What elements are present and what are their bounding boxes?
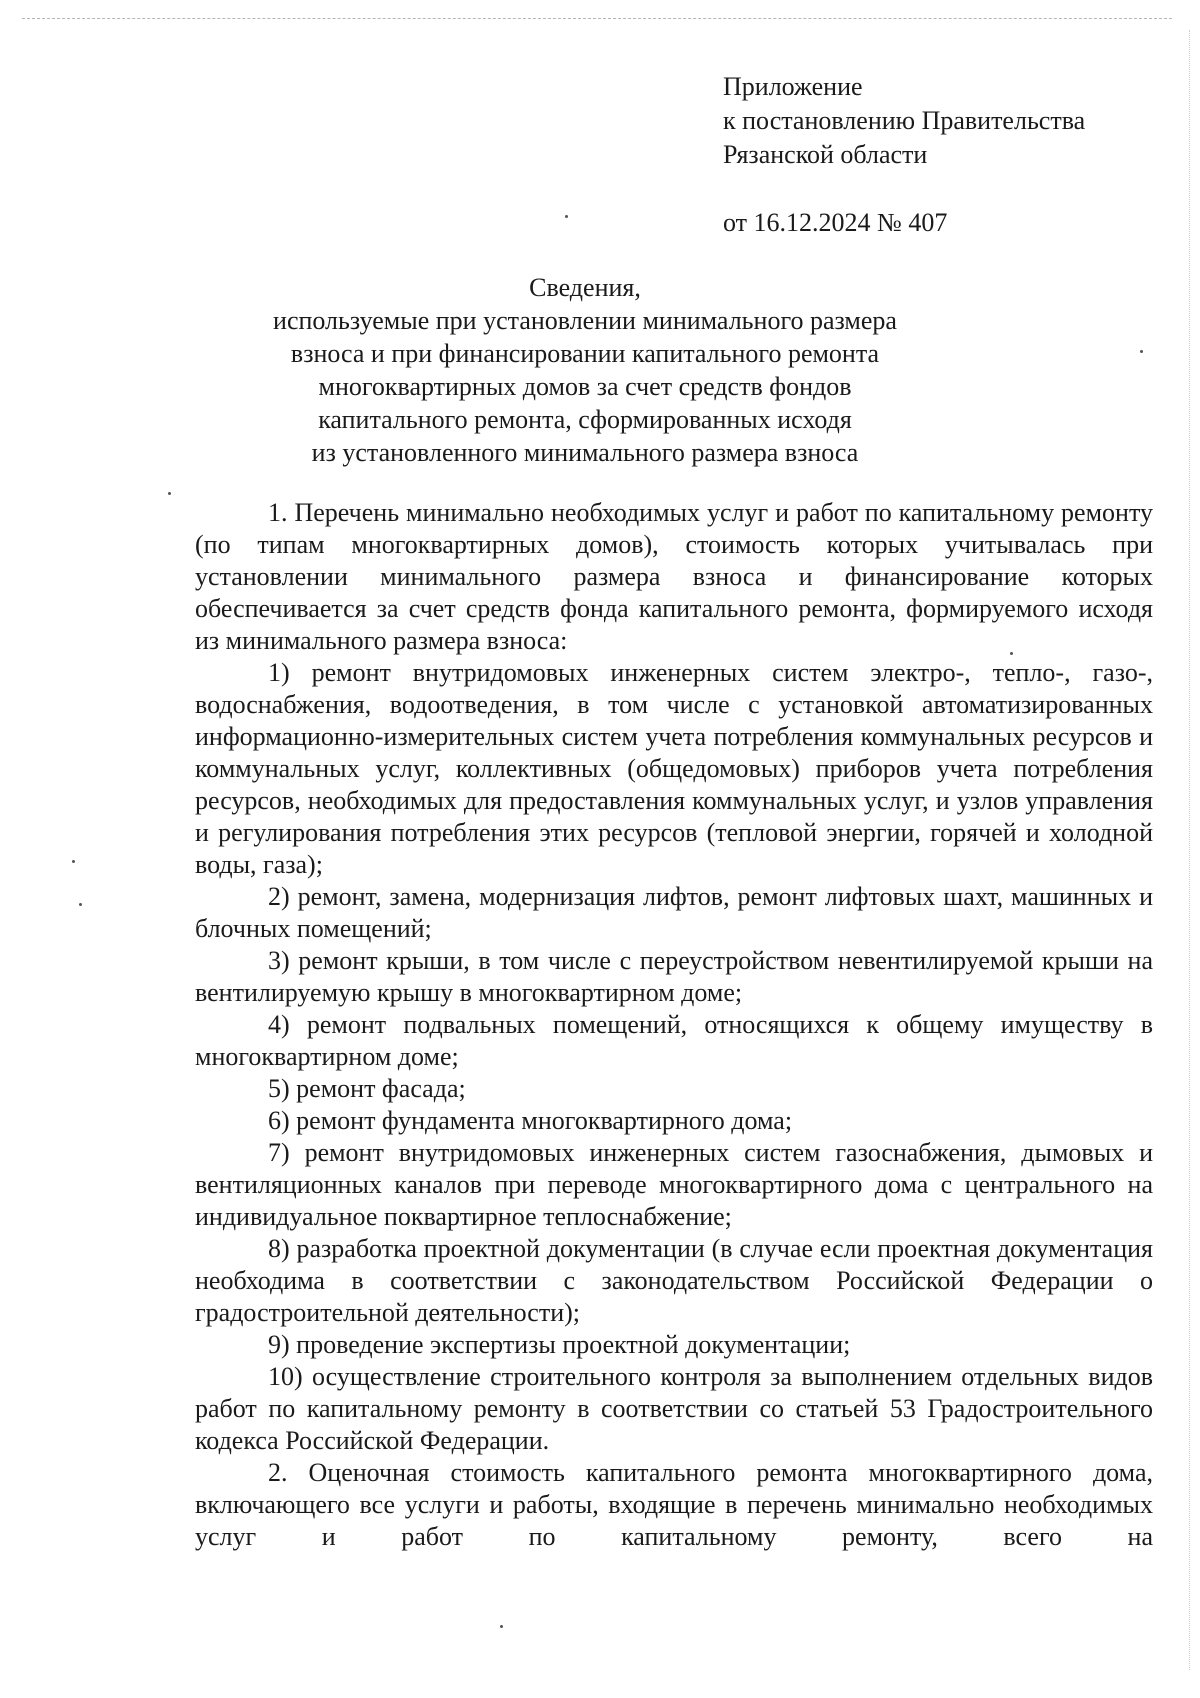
heading-line: многоквартирных домов за счет средств фондов — [318, 372, 852, 401]
scan-speck — [168, 492, 171, 495]
list-item: 7) ремонт внутридомовых инженерных систем газоснабжения, дымовых и вентиляционных каналов при переводе многоквартирного дома с центрального на индивидуальное поквартирное теплоснабжение; — [195, 1138, 1153, 1231]
appendix-block — [723, 70, 1085, 240]
appendix-resolution-ref: к постановлению Правительства — [723, 106, 1086, 135]
document-body — [195, 497, 1153, 1553]
heading-line: из установленного минимального размера взноса — [311, 438, 859, 467]
scan-speck — [1140, 350, 1143, 353]
appendix-title: Приложение — [723, 72, 863, 101]
list-item: 3) ремонт крыши, в том числе с переустройством невентилируемой крыши на вентилируемую крышу в многоквартирном доме; — [195, 946, 1153, 1007]
appendix-region: Рязанской области — [723, 140, 928, 169]
paragraph-2: 2. Оценочная стоимость капитального ремонта многоквартирного дома, включающего все услуги и работы, входящие в перечень минимально необходимых услуг и работ по капитальному ремонту, всего на — [195, 1458, 1153, 1551]
document-heading — [245, 271, 925, 469]
appendix-date-number: от 16.12.2024 № 407 — [723, 208, 948, 237]
scan-border-top — [22, 18, 1172, 19]
list-item: 2) ремонт, замена, модернизация лифтов, ремонт лифтовых шахт, машинных и блочных помещений; — [195, 882, 1153, 943]
heading-title: Сведения, — [529, 273, 641, 302]
heading-line: капитального ремонта, сформированных исходя — [318, 405, 852, 434]
scan-speck — [565, 215, 568, 218]
list-item: 6) ремонт фундамента многоквартирного дома; — [268, 1106, 793, 1135]
scan-border-right — [1189, 30, 1190, 1670]
list-item: 9) проведение экспертизы проектной документации; — [268, 1330, 851, 1359]
paragraph-1: 1. Перечень минимально необходимых услуг и работ по капитальному ремонту (по типам многоквартирных домов), стоимость которых учитывалась при установлении минимального размера взноса и финансирование которых обеспечивается за счет средств фонда капитального ремонта, формируемого исходя из минимального размера взноса: — [195, 498, 1153, 655]
heading-line: взноса и при финансировании капитального ремонта — [290, 339, 880, 368]
scan-speck — [500, 1625, 503, 1628]
scan-speck — [79, 903, 82, 906]
list-item: 1) ремонт внутридомовых инженерных систем электро-, тепло-, газо-, водоснабжения, водоотведения, в том числе с установкой автоматизированных информационно-измерительных систем учета потребления коммунальных ресурсов и коммунальных услуг, коллективных (общедомовых) приборов учета потребления ресурсов, необходимых для предоставления коммунальных услуг, и узлов управления и регулирования потребления этих ресурсов (тепловой энергии, горячей и холодной воды, газа); — [195, 658, 1153, 879]
list-item: 5) ремонт фасада; — [268, 1074, 466, 1103]
list-item: 4) ремонт подвальных помещений, относящихся к общему имуществу в многоквартирном доме; — [195, 1010, 1153, 1071]
scan-speck — [72, 860, 75, 863]
list-item: 8) разработка проектной документации (в случае если проектная документация необходима в соответствии с законодательством Российской Федерации о градостроительной деятельности); — [195, 1234, 1153, 1327]
heading-line: используемые при установлении минимального размера — [273, 306, 897, 335]
list-item: 10) осуществление строительного контроля за выполнением отдельных видов работ по капитальному ремонту в соответствии со статьей 53 Градостроительного кодекса Российской Федерации. — [195, 1362, 1153, 1455]
